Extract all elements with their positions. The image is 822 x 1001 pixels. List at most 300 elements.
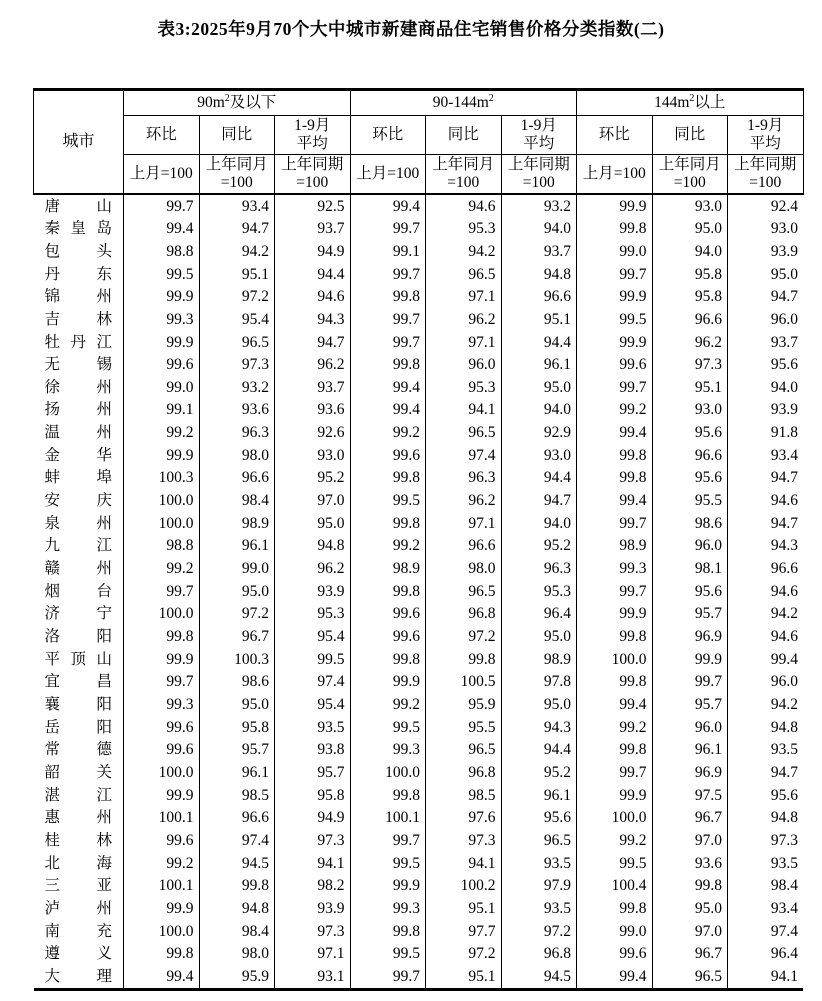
city-name-char: 九 <box>44 537 61 555</box>
city-name <box>34 875 124 898</box>
city-name-char: 金 <box>44 446 61 464</box>
index-value-cell: 93.0 <box>652 194 728 218</box>
index-value-cell: 96.5 <box>426 263 502 286</box>
city-name-char: 三 <box>44 877 61 895</box>
index-value-cell: 100.0 <box>124 603 200 626</box>
city-name <box>34 286 124 309</box>
index-value-cell: 94.9 <box>275 807 351 830</box>
city-name-char: 韶 <box>44 763 61 781</box>
city-name <box>34 422 124 445</box>
index-value-cell: 92.6 <box>275 422 351 445</box>
index-value-cell: 99.6 <box>350 625 426 648</box>
city-name <box>34 852 124 875</box>
city-name <box>34 739 124 762</box>
index-value-cell: 98.6 <box>199 671 275 694</box>
index-value-cell: 99.8 <box>577 218 653 241</box>
index-value-cell: 96.9 <box>652 625 728 648</box>
index-value-cell: 97.2 <box>199 603 275 626</box>
index-value-cell: 96.7 <box>652 807 728 830</box>
index-value-cell: 97.4 <box>426 444 502 467</box>
index-value-cell: 99.2 <box>350 535 426 558</box>
table-row <box>34 852 804 875</box>
index-value-cell: 95.8 <box>275 784 351 807</box>
index-value-cell: 96.8 <box>426 761 502 784</box>
index-value-cell: 97.3 <box>728 829 804 852</box>
index-value-cell: 97.2 <box>426 625 502 648</box>
index-value-cell: 94.7 <box>275 331 351 354</box>
index-value-cell: 94.7 <box>199 218 275 241</box>
index-value-cell: 97.3 <box>275 920 351 943</box>
index-value-cell: 98.4 <box>199 920 275 943</box>
index-value-cell: 96.5 <box>426 739 502 762</box>
index-value-cell: 94.3 <box>728 535 804 558</box>
index-value-cell: 99.6 <box>350 603 426 626</box>
index-value-cell: 98.2 <box>275 875 351 898</box>
city-name-char: 岛 <box>96 220 112 238</box>
index-value-cell: 99.7 <box>350 331 426 354</box>
table-header <box>34 90 804 195</box>
index-value-cell: 99.5 <box>350 716 426 739</box>
city-name-char: 江 <box>96 537 112 555</box>
index-value-cell: 95.8 <box>199 716 275 739</box>
index-value-cell: 93.5 <box>501 852 577 875</box>
index-value-cell: 99.4 <box>124 965 200 989</box>
index-value-cell: 96.2 <box>275 354 351 377</box>
index-value-cell: 95.6 <box>652 422 728 445</box>
city-name-char: 义 <box>96 945 112 963</box>
city-name-char: 锦 <box>44 288 61 306</box>
table-row <box>34 580 804 603</box>
city-name-char: 台 <box>96 582 112 600</box>
index-value-cell: 93.4 <box>728 897 804 920</box>
index-value-cell: 95.0 <box>501 376 577 399</box>
table-row <box>34 308 804 331</box>
index-value-cell: 96.6 <box>652 308 728 331</box>
index-value-cell: 95.6 <box>728 354 804 377</box>
table-row <box>34 535 804 558</box>
index-value-cell: 95.1 <box>426 965 502 989</box>
city-name-char: 泸 <box>44 899 61 917</box>
table-row <box>34 807 804 830</box>
index-value-cell: 95.4 <box>275 625 351 648</box>
city-name <box>34 784 124 807</box>
city-name-char: 海 <box>96 854 112 872</box>
index-value-cell: 95.5 <box>426 716 502 739</box>
index-value-cell: 95.0 <box>728 263 804 286</box>
index-value-cell: 98.6 <box>652 512 728 535</box>
index-value-cell: 95.6 <box>652 580 728 603</box>
index-value-cell: 99.2 <box>124 558 200 581</box>
index-value-cell: 93.0 <box>275 444 351 467</box>
subcol-avg: 1-9月 平均 <box>275 116 351 155</box>
city-name-char: 丹 <box>70 333 86 351</box>
city-name-char: 惠 <box>44 809 61 827</box>
index-value-cell: 95.3 <box>426 376 502 399</box>
city-name <box>34 331 124 354</box>
index-value-cell: 98.8 <box>124 535 200 558</box>
index-value-cell: 93.2 <box>501 194 577 218</box>
index-value-cell: 94.3 <box>275 308 351 331</box>
base-same-period-last-year: 上年同期 =100 <box>501 155 577 195</box>
index-value-cell: 94.1 <box>275 852 351 875</box>
index-value-cell: 99.8 <box>577 444 653 467</box>
index-value-cell: 99.8 <box>350 467 426 490</box>
city-column-header: 城市 <box>34 90 124 195</box>
index-value-cell: 98.0 <box>426 558 502 581</box>
index-value-cell: 94.0 <box>501 399 577 422</box>
index-value-cell: 95.0 <box>275 512 351 535</box>
city-name <box>34 263 124 286</box>
group-label: 90-144m <box>432 94 489 112</box>
city-name <box>34 625 124 648</box>
index-value-cell: 94.1 <box>426 399 502 422</box>
index-value-cell: 99.2 <box>124 422 200 445</box>
city-name-char: 理 <box>96 967 112 985</box>
index-value-cell: 99.2 <box>577 716 653 739</box>
index-value-cell: 99.4 <box>577 422 653 445</box>
index-value-cell: 93.6 <box>275 399 351 422</box>
index-value-cell: 94.9 <box>275 240 351 263</box>
city-name-char: 华 <box>96 446 112 464</box>
index-value-cell: 99.7 <box>350 829 426 852</box>
index-value-cell: 99.5 <box>577 308 653 331</box>
index-value-cell: 96.0 <box>652 535 728 558</box>
base-prev-month: 上月=100 <box>350 155 426 195</box>
index-value-cell: 99.5 <box>275 648 351 671</box>
index-value-cell: 97.1 <box>426 286 502 309</box>
index-value-cell: 99.6 <box>577 943 653 966</box>
city-name-char: 宁 <box>96 605 112 623</box>
index-value-cell: 96.1 <box>652 739 728 762</box>
city-name-char: 州 <box>96 401 112 419</box>
index-value-cell: 93.5 <box>275 716 351 739</box>
index-value-cell: 99.7 <box>350 308 426 331</box>
table-row <box>34 512 804 535</box>
index-value-cell: 99.9 <box>577 286 653 309</box>
index-value-cell: 99.3 <box>577 558 653 581</box>
index-value-cell: 94.4 <box>501 331 577 354</box>
table-row <box>34 490 804 513</box>
city-name-char: 丹 <box>44 265 61 283</box>
index-value-cell: 99.6 <box>124 716 200 739</box>
index-value-cell: 99.7 <box>577 512 653 535</box>
index-value-cell: 99.7 <box>350 218 426 241</box>
table-row <box>34 331 804 354</box>
index-value-cell: 99.3 <box>350 897 426 920</box>
superscript: 2 <box>488 92 494 104</box>
table-row <box>34 784 804 807</box>
city-name-char: 泉 <box>44 514 61 532</box>
city-name-char: 湛 <box>44 786 61 804</box>
index-value-cell: 93.7 <box>728 331 804 354</box>
index-value-cell: 99.0 <box>199 558 275 581</box>
city-name <box>34 467 124 490</box>
city-name-char: 头 <box>96 242 112 260</box>
city-name-char: 顶 <box>70 650 86 668</box>
index-value-cell: 95.9 <box>199 965 275 989</box>
table-row <box>34 444 804 467</box>
index-value-cell: 94.7 <box>728 512 804 535</box>
index-value-cell: 97.3 <box>652 354 728 377</box>
city-name-char: 州 <box>96 560 112 578</box>
index-value-cell: 99.7 <box>124 580 200 603</box>
index-value-cell: 99.8 <box>577 671 653 694</box>
city-name-char: 北 <box>44 854 61 872</box>
index-value-cell: 94.7 <box>728 467 804 490</box>
city-name-char: 大 <box>44 967 61 985</box>
base-same-period-last-year: 上年同期 =100 <box>728 155 804 195</box>
table-row <box>34 376 804 399</box>
index-value-cell: 93.0 <box>501 444 577 467</box>
index-value-cell: 100.1 <box>124 875 200 898</box>
city-name-char: 南 <box>44 922 61 940</box>
index-value-cell: 94.6 <box>728 580 804 603</box>
index-value-cell: 99.6 <box>350 444 426 467</box>
index-value-cell: 93.7 <box>275 218 351 241</box>
city-name-char: 遵 <box>44 945 61 963</box>
index-value-cell: 94.0 <box>728 376 804 399</box>
base-prev-month: 上月=100 <box>577 155 653 195</box>
index-value-cell: 99.3 <box>124 308 200 331</box>
index-value-cell: 99.6 <box>124 739 200 762</box>
index-value-cell: 99.2 <box>350 422 426 445</box>
index-value-cell: 97.2 <box>501 920 577 943</box>
index-value-cell: 94.8 <box>501 263 577 286</box>
index-value-cell: 93.5 <box>728 739 804 762</box>
index-value-cell: 96.2 <box>652 331 728 354</box>
index-value-cell: 99.8 <box>350 512 426 535</box>
index-value-cell: 97.3 <box>199 354 275 377</box>
index-value-cell: 98.9 <box>350 558 426 581</box>
subcol-mom: 环比 <box>350 116 426 155</box>
table-row <box>34 648 804 671</box>
index-value-cell: 93.0 <box>728 218 804 241</box>
index-value-cell: 96.5 <box>652 965 728 989</box>
table-row <box>34 739 804 762</box>
index-value-cell: 94.7 <box>728 761 804 784</box>
index-value-cell: 97.1 <box>426 512 502 535</box>
index-value-cell: 97.1 <box>275 943 351 966</box>
table-row <box>34 603 804 626</box>
table-row <box>34 943 804 966</box>
index-value-cell: 94.1 <box>728 965 804 989</box>
city-name <box>34 761 124 784</box>
city-name-char: 东 <box>96 265 112 283</box>
city-name-char: 安 <box>44 492 61 510</box>
index-value-cell: 96.6 <box>652 444 728 467</box>
index-value-cell: 95.1 <box>501 308 577 331</box>
index-value-cell: 99.2 <box>350 693 426 716</box>
group-label: 以上 <box>694 94 726 112</box>
city-name-char: 山 <box>96 650 112 668</box>
index-value-cell: 99.8 <box>426 648 502 671</box>
index-value-cell: 95.8 <box>652 263 728 286</box>
group-header-90-below <box>124 90 351 116</box>
index-value-cell: 95.0 <box>652 218 728 241</box>
index-value-cell: 99.2 <box>124 852 200 875</box>
table-row <box>34 558 804 581</box>
index-value-cell: 100.0 <box>350 761 426 784</box>
index-value-cell: 99.8 <box>124 943 200 966</box>
city-name-char: 锡 <box>96 356 112 374</box>
table-row <box>34 829 804 852</box>
index-value-cell: 97.4 <box>199 829 275 852</box>
city-name <box>34 648 124 671</box>
subcol-yoy: 同比 <box>199 116 275 155</box>
index-value-cell: 93.9 <box>275 580 351 603</box>
subcol-avg: 1-9月 平均 <box>501 116 577 155</box>
index-value-cell: 97.3 <box>426 829 502 852</box>
index-value-cell: 91.8 <box>728 422 804 445</box>
index-value-cell: 100.4 <box>577 875 653 898</box>
index-value-cell: 95.5 <box>652 490 728 513</box>
index-value-cell: 95.6 <box>652 467 728 490</box>
index-value-cell: 95.7 <box>652 603 728 626</box>
city-name <box>34 897 124 920</box>
city-name-char: 扬 <box>44 401 61 419</box>
index-value-cell: 99.5 <box>350 852 426 875</box>
index-value-cell: 96.5 <box>199 331 275 354</box>
city-name-char: 关 <box>96 763 112 781</box>
city-name-char: 州 <box>96 424 112 442</box>
index-value-cell: 94.8 <box>728 716 804 739</box>
index-value-cell: 94.1 <box>426 852 502 875</box>
subcol-avg: 1-9月 平均 <box>728 116 804 155</box>
city-name <box>34 240 124 263</box>
index-value-cell: 92.9 <box>501 422 577 445</box>
city-name-char: 济 <box>44 605 61 623</box>
index-value-cell: 99.0 <box>124 376 200 399</box>
index-value-cell: 95.8 <box>652 286 728 309</box>
index-value-cell: 93.1 <box>275 965 351 989</box>
index-value-cell: 96.0 <box>652 716 728 739</box>
city-name-char: 岳 <box>44 718 61 736</box>
index-value-cell: 93.6 <box>652 852 728 875</box>
index-value-cell: 93.9 <box>275 897 351 920</box>
index-value-cell: 93.4 <box>199 194 275 218</box>
index-value-cell: 95.0 <box>199 580 275 603</box>
index-value-cell: 94.3 <box>501 716 577 739</box>
index-value-cell: 96.0 <box>728 671 804 694</box>
city-name-char: 州 <box>96 288 112 306</box>
index-value-cell: 95.0 <box>501 625 577 648</box>
index-value-cell: 99.7 <box>577 376 653 399</box>
index-value-cell: 93.6 <box>199 399 275 422</box>
index-value-cell: 96.7 <box>652 943 728 966</box>
index-value-cell: 99.4 <box>728 648 804 671</box>
index-value-cell: 99.1 <box>124 399 200 422</box>
city-name-char: 包 <box>44 242 61 260</box>
index-value-cell: 95.1 <box>199 263 275 286</box>
index-value-cell: 96.6 <box>728 558 804 581</box>
index-value-cell: 96.7 <box>199 625 275 648</box>
city-name <box>34 512 124 535</box>
group-label: 144m <box>654 94 690 112</box>
city-name-char: 温 <box>44 424 61 442</box>
index-value-cell: 94.5 <box>501 965 577 989</box>
index-value-cell: 99.7 <box>577 761 653 784</box>
index-value-cell: 93.9 <box>728 399 804 422</box>
subcol-mom: 环比 <box>124 116 200 155</box>
index-value-cell: 97.2 <box>426 943 502 966</box>
index-value-cell: 98.1 <box>652 558 728 581</box>
index-value-cell: 96.1 <box>501 354 577 377</box>
city-name-char: 州 <box>96 378 112 396</box>
city-name <box>34 807 124 830</box>
index-value-cell: 97.8 <box>501 671 577 694</box>
index-value-cell: 96.0 <box>426 354 502 377</box>
city-name-char: 桂 <box>44 831 61 849</box>
city-name-char: 山 <box>96 197 112 215</box>
superscript: 2 <box>224 92 230 104</box>
index-value-cell: 99.4 <box>350 376 426 399</box>
index-value-cell: 95.2 <box>501 761 577 784</box>
index-value-cell: 93.5 <box>501 897 577 920</box>
index-value-cell: 99.3 <box>350 739 426 762</box>
index-value-cell: 99.8 <box>350 648 426 671</box>
city-name <box>34 444 124 467</box>
index-value-cell: 92.5 <box>275 194 351 218</box>
city-name-char: 江 <box>96 333 112 351</box>
index-value-cell: 99.8 <box>199 875 275 898</box>
index-value-cell: 96.0 <box>728 308 804 331</box>
index-value-cell: 99.8 <box>652 875 728 898</box>
index-value-cell: 96.3 <box>426 467 502 490</box>
index-value-cell: 100.0 <box>124 761 200 784</box>
index-value-cell: 99.0 <box>577 920 653 943</box>
index-value-cell: 94.4 <box>501 467 577 490</box>
index-value-cell: 99.8 <box>577 467 653 490</box>
index-value-cell: 95.7 <box>652 693 728 716</box>
index-value-cell: 98.9 <box>199 512 275 535</box>
index-value-cell: 99.8 <box>577 625 653 648</box>
index-value-cell: 97.4 <box>728 920 804 943</box>
index-value-cell: 96.3 <box>199 422 275 445</box>
index-value-cell: 98.5 <box>199 784 275 807</box>
index-value-cell: 97.7 <box>426 920 502 943</box>
index-value-cell: 94.6 <box>426 194 502 218</box>
index-value-cell: 95.6 <box>501 807 577 830</box>
city-name-char: 阳 <box>96 696 112 714</box>
group-header-144-above <box>577 90 804 116</box>
index-value-cell: 97.6 <box>426 807 502 830</box>
index-value-cell: 98.4 <box>728 875 804 898</box>
city-name <box>34 218 124 241</box>
index-value-cell: 100.3 <box>199 648 275 671</box>
city-name-char: 阳 <box>96 628 112 646</box>
index-value-cell: 96.1 <box>199 535 275 558</box>
index-value-cell: 99.4 <box>577 693 653 716</box>
subcol-mom: 环比 <box>577 116 653 155</box>
index-value-cell: 99.8 <box>350 354 426 377</box>
index-value-cell: 99.7 <box>577 580 653 603</box>
subcol-yoy: 同比 <box>652 116 728 155</box>
index-value-cell: 93.5 <box>728 852 804 875</box>
index-value-cell: 99.8 <box>350 580 426 603</box>
city-name <box>34 920 124 943</box>
city-name-char: 赣 <box>44 560 61 578</box>
index-value-cell: 94.0 <box>652 240 728 263</box>
index-value-cell: 95.3 <box>501 580 577 603</box>
index-value-cell: 98.9 <box>577 535 653 558</box>
index-value-cell: 95.1 <box>652 376 728 399</box>
city-name <box>34 376 124 399</box>
index-value-cell: 92.4 <box>728 194 804 218</box>
index-value-cell: 98.4 <box>199 490 275 513</box>
index-value-cell: 99.8 <box>350 286 426 309</box>
index-value-cell: 96.4 <box>501 603 577 626</box>
city-name-char: 唐 <box>44 197 61 215</box>
